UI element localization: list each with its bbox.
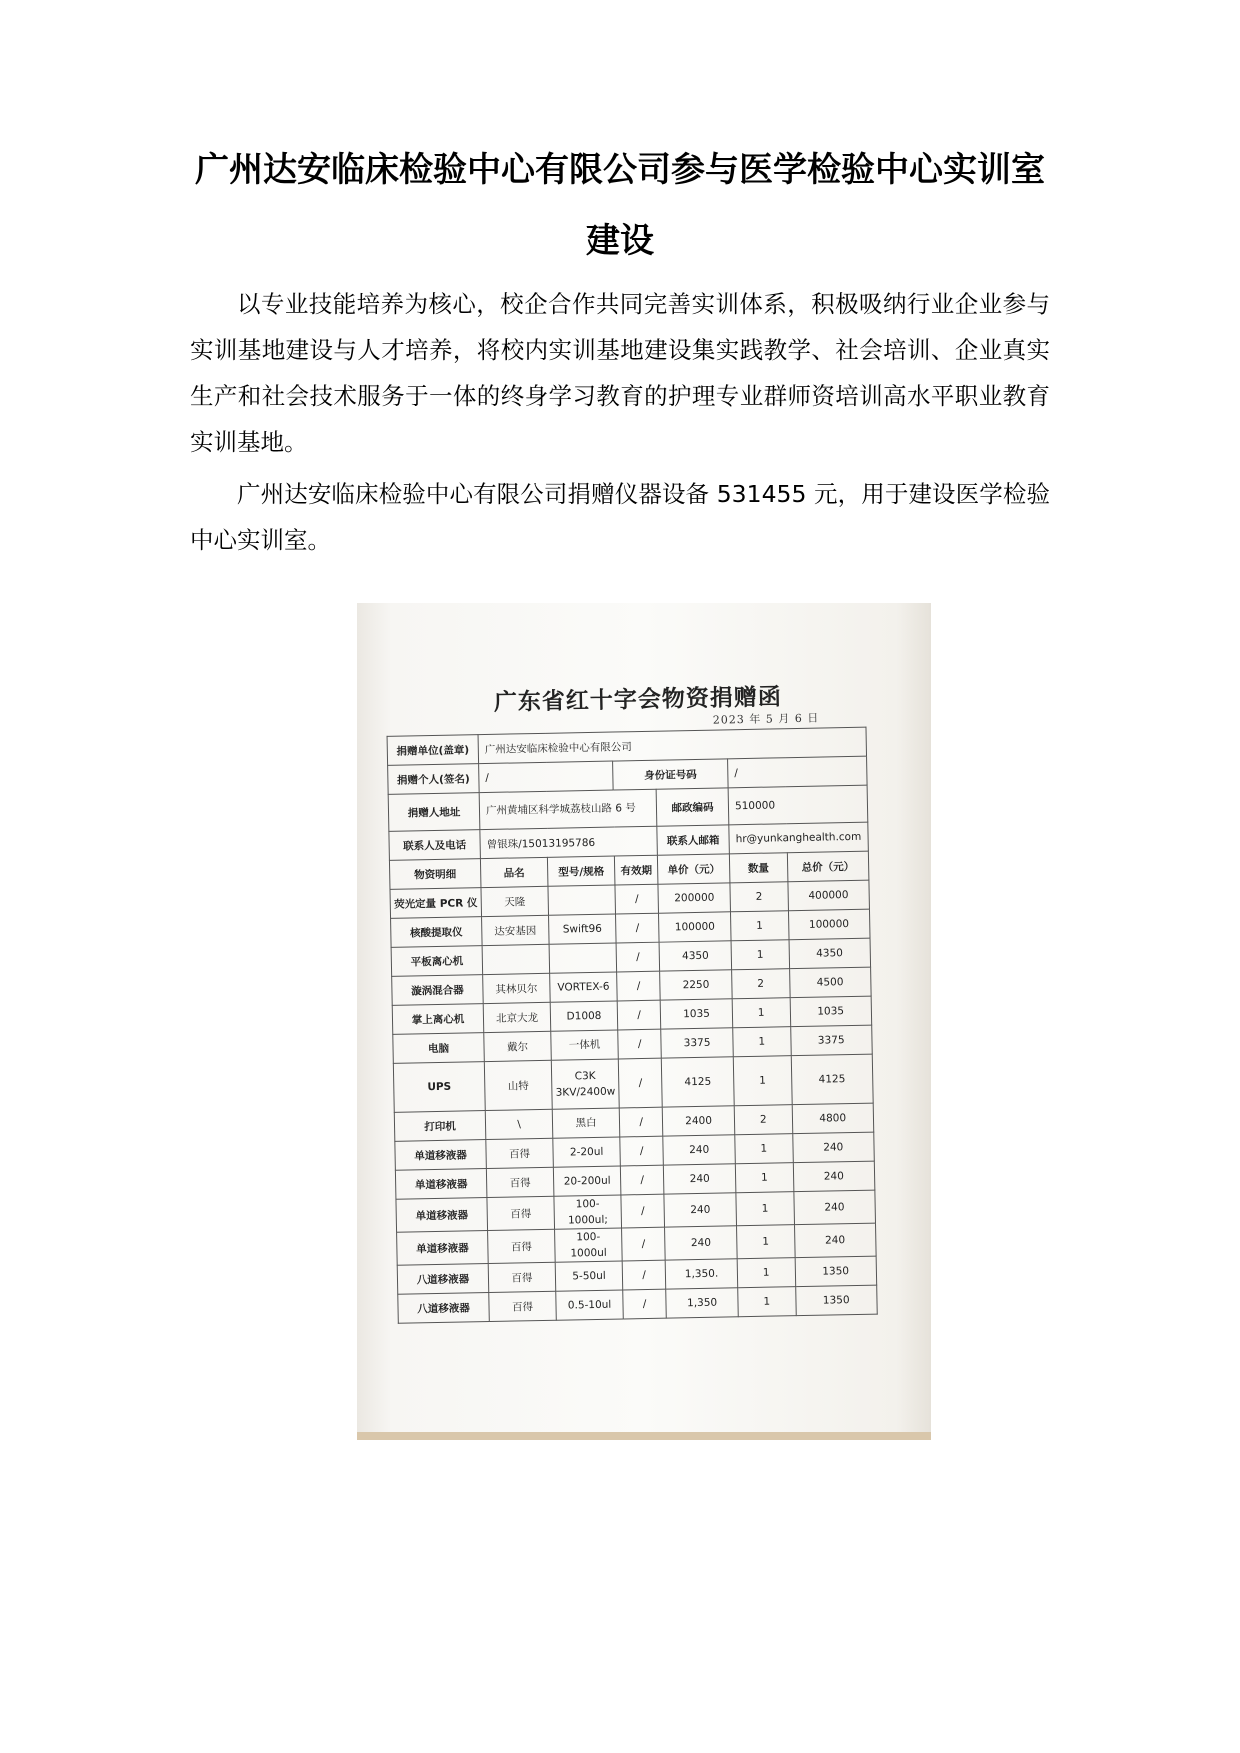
item-qty-cell: 2 [732, 969, 790, 999]
item-unit-price-cell: 240 [665, 1226, 737, 1260]
item-qty-cell: 1 [737, 1258, 795, 1288]
item-detail-cell: 单道移液器 [395, 1169, 487, 1200]
item-detail-cell: UPS [393, 1062, 485, 1113]
item-unit-price-cell: 3375 [661, 1028, 733, 1058]
email-label: 联系人邮箱 [657, 825, 729, 855]
contact-label: 联系人及电话 [389, 830, 481, 861]
letter-paper [357, 603, 931, 1437]
item-total-cell: 1350 [795, 1256, 877, 1287]
col-header: 品名 [480, 857, 548, 887]
item-name-cell: 百得 [486, 1167, 554, 1197]
item-total-cell: 240 [793, 1161, 875, 1192]
item-detail-cell: 荧光定量 PCR 仪 [390, 888, 482, 919]
col-header: 数量 [729, 853, 787, 883]
item-name-cell: 北京大龙 [483, 1002, 551, 1032]
item-name-cell: 戴尔 [484, 1031, 552, 1061]
item-detail-cell: 单道移液器 [397, 1231, 489, 1266]
item-validity-cell: / [616, 913, 660, 943]
page-title [0, 150, 1240, 261]
item-validity-cell: / [621, 1194, 665, 1228]
item-total-cell: 240 [794, 1223, 876, 1258]
page-title-line-2: 建设 [586, 221, 654, 261]
item-model-cell: 100-1000ul; [554, 1195, 622, 1229]
item-name-cell: 百得 [487, 1196, 555, 1230]
item-total-cell: 240 [793, 1190, 875, 1225]
item-qty-cell: 1 [736, 1192, 794, 1226]
item-qty-cell: 1 [731, 911, 789, 941]
item-qty-cell: 1 [737, 1225, 795, 1259]
item-unit-price-cell: 200000 [658, 883, 730, 913]
item-qty-cell: 1 [735, 1134, 793, 1164]
item-model-cell: C3K 3KV/2400w [551, 1059, 619, 1109]
id-label: 身份证号码 [613, 759, 728, 790]
item-model-cell [549, 943, 617, 973]
item-qty-cell: 1 [733, 1056, 791, 1106]
item-total-cell: 4500 [789, 967, 871, 998]
item-model-cell: 0.5-10ul [556, 1290, 624, 1320]
item-qty-cell: 1 [732, 998, 790, 1028]
contact-value: 曾银珠/15013195786 [480, 826, 658, 858]
item-detail-cell: 平板离心机 [391, 946, 483, 977]
item-model-cell: 5-50ul [555, 1261, 623, 1291]
item-total-cell: 4800 [792, 1103, 874, 1134]
donor-person-value: / [479, 761, 614, 793]
item-total-cell: 1350 [795, 1285, 877, 1316]
postcode-label: 邮政编码 [656, 788, 729, 826]
item-detail-cell: 打印机 [394, 1111, 486, 1142]
col-header: 有效期 [614, 855, 658, 885]
item-name-cell: 天隆 [481, 886, 549, 916]
item-qty-cell: 2 [730, 882, 788, 912]
letter-title: 广东省红十字会物资捐赠函 [493, 684, 783, 716]
item-unit-price-cell: 240 [663, 1135, 735, 1165]
item-model-cell: 2-20ul [553, 1137, 621, 1167]
item-unit-price-cell: 1,350. [665, 1259, 737, 1289]
item-total-cell: 100000 [788, 909, 870, 940]
item-model-cell: 100-1000ul [555, 1228, 623, 1262]
item-unit-price-cell: 240 [664, 1164, 736, 1194]
scan-background-edge [357, 1432, 931, 1440]
item-model-cell: D1008 [550, 1001, 618, 1031]
item-name-cell: \ [485, 1109, 553, 1139]
item-validity-cell: / [622, 1260, 666, 1290]
item-qty-cell: 1 [733, 1027, 791, 1057]
address-label: 捐赠人地址 [388, 793, 480, 832]
item-validity-cell: / [620, 1165, 664, 1195]
item-detail-cell: 八道移液器 [398, 1293, 490, 1324]
item-validity-cell: / [619, 1107, 663, 1137]
item-detail-cell: 八道移液器 [397, 1264, 489, 1295]
item-model-cell [548, 885, 616, 915]
item-model-cell: Swift96 [549, 914, 617, 944]
item-name-cell: 百得 [486, 1138, 554, 1168]
item-qty-cell: 2 [734, 1105, 792, 1135]
address-value: 广州黄埔区科学城荔枝山路 6 号 [479, 789, 657, 829]
item-unit-price-cell: 1,350 [666, 1288, 738, 1318]
item-detail-cell: 漩涡混合器 [392, 975, 484, 1006]
item-total-cell: 4125 [791, 1054, 873, 1105]
letter-date: 2023 年 5 月 6 日 [712, 711, 820, 727]
item-unit-price-cell: 4350 [659, 941, 731, 971]
item-name-cell: 其林贝尔 [483, 973, 551, 1003]
item-validity-cell: / [623, 1289, 667, 1319]
item-total-cell: 240 [792, 1132, 874, 1163]
paragraph-1-text: 以专业技能培养为核心，校企合作共同完善实训体系，积极吸纳行业企业参与实训基地建设与人才培养，将校内实训基地建设集实践教学、社会培训、企业真实生产和社会技术服务于一体的终身学习教育的护理专业群师资培训高水平职业教育实训基地。 [190, 290, 1050, 456]
item-validity-cell: / [617, 971, 661, 1001]
paragraph-2 [190, 471, 1050, 563]
donor-person-label: 捐赠个人(签名) [388, 764, 480, 795]
scanned-donation-letter [357, 603, 931, 1440]
item-validity-cell: / [618, 1058, 662, 1108]
item-detail-cell: 掌上离心机 [392, 1004, 484, 1035]
item-validity-cell: / [618, 1029, 662, 1059]
item-total-cell: 400000 [787, 880, 869, 911]
item-unit-price-cell: 1035 [660, 999, 732, 1029]
item-name-cell: 山特 [484, 1060, 552, 1110]
item-total-cell: 1035 [790, 996, 872, 1027]
col-header: 型号/规格 [547, 856, 615, 886]
item-qty-cell: 1 [738, 1287, 796, 1317]
item-name-cell [482, 944, 550, 974]
donor-unit-label: 捐赠单位(盖章) [387, 735, 479, 766]
item-unit-price-cell: 100000 [659, 912, 731, 942]
item-validity-cell: / [615, 884, 659, 914]
item-name-cell: 百得 [488, 1262, 556, 1292]
item-rows [390, 880, 877, 1323]
col-header: 总价（元） [787, 851, 869, 882]
item-detail-cell: 电脑 [393, 1033, 485, 1064]
email-value: hr@yunkanghealth.com [729, 822, 868, 854]
item-model-cell: 一体机 [551, 1030, 619, 1060]
id-value: / [728, 756, 867, 788]
item-model-cell: 20-200ul [553, 1166, 621, 1196]
item-total-cell: 4350 [789, 938, 871, 969]
item-detail-cell: 单道移液器 [396, 1198, 488, 1233]
item-unit-price-cell: 2250 [660, 970, 732, 1000]
item-unit-price-cell: 4125 [661, 1057, 734, 1107]
page-title-line-1: 广州达安临床检验中心有限公司参与医学检验中心实训室 [195, 150, 1045, 190]
item-validity-cell: / [616, 942, 660, 972]
item-detail-cell: 单道移液器 [395, 1140, 487, 1171]
item-validity-cell: / [622, 1227, 666, 1261]
postcode-value: 510000 [728, 785, 868, 825]
item-name-cell: 百得 [488, 1229, 556, 1263]
item-name-cell: 达安基因 [482, 915, 550, 945]
donation-table [387, 727, 878, 1324]
paragraph-2-text: 广州达安临床检验中心有限公司捐赠仪器设备 531455 元，用于建设医学检验中心实训室。 [190, 480, 1050, 554]
item-qty-cell: 1 [735, 1163, 793, 1193]
item-unit-price-cell: 240 [664, 1193, 736, 1227]
item-model-cell: 黑白 [552, 1108, 620, 1138]
item-total-cell: 3375 [790, 1025, 872, 1056]
col-header: 单价（元） [658, 854, 730, 884]
item-validity-cell: / [617, 1000, 661, 1030]
item-detail-cell: 核酸提取仪 [391, 917, 483, 948]
item-validity-cell: / [620, 1136, 664, 1166]
donor-unit-value: 广州达安临床检验中心有限公司 [478, 727, 866, 763]
paragraph-1 [190, 281, 1050, 465]
item-model-cell: VORTEX-6 [550, 972, 618, 1002]
item-name-cell: 百得 [489, 1291, 557, 1321]
item-unit-price-cell: 2400 [662, 1106, 734, 1136]
item-qty-cell: 1 [731, 940, 789, 970]
col-header: 物资明细 [389, 859, 481, 890]
